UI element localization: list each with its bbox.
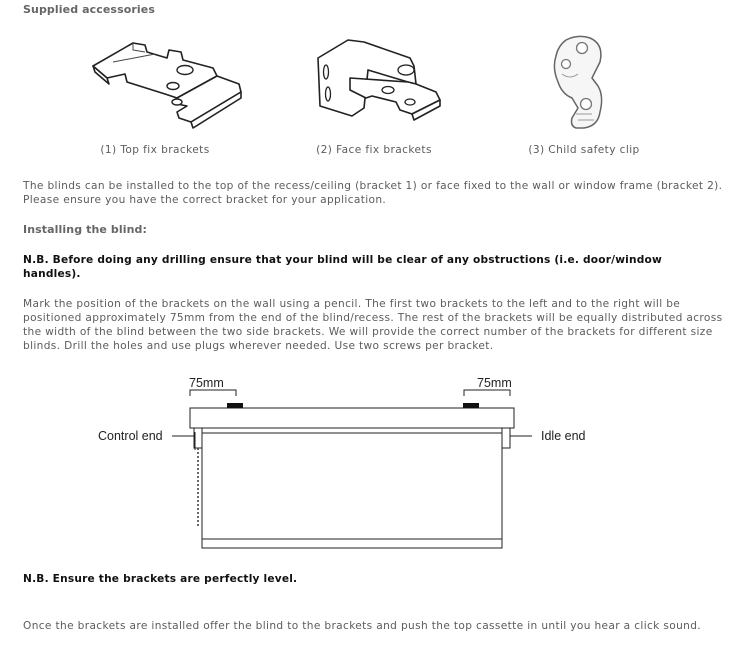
- installing-heading: Installing the blind:: [23, 223, 147, 236]
- level-warning-text: N.B. Ensure the brackets are perfectly level.: [23, 573, 298, 585]
- top-cassette: [190, 408, 514, 428]
- left-offset-label: 75mm: [189, 376, 224, 390]
- face-fix-caption: (2) Face fix brackets: [316, 144, 432, 156]
- top-fix-bracket-icon: [85, 38, 250, 133]
- right-offset-dimension-line: [464, 390, 510, 396]
- child-safety-clip-icon: [548, 34, 613, 134]
- bracket-description-text: The blinds can be installed to the top of the recess/ceiling (bracket 1) or face fixed to the wall or window frame (bracket 2). Please ensure you have the correct bracket for your application.: [23, 180, 723, 206]
- left-offset-dimension-line: [190, 390, 236, 396]
- bottom-rail: [202, 539, 502, 548]
- blind-fabric-panel: [202, 433, 502, 539]
- child-safety-clip-caption: (3) Child safety clip: [528, 144, 640, 156]
- final-instruction-text: Once the brackets are installed offer the blind to the brackets and push the top cassette in until you hear a click sound.: [23, 620, 702, 632]
- left-bracket-mark: [227, 403, 243, 408]
- control-end-label: Control end: [98, 429, 163, 443]
- installation-instructions-text: Mark the position of the brackets on the wall using a pencil. The first two brackets to the left and to the right will be positioned approximately 75mm from the end of the blind/recess. The rest of the brackets will be equally distributed across the width of the blind between the two side brackets. We will provide the correct number of the brackets for different size blinds. Drill the holes and use plugs wherever needed. Use two screws per bracket.: [23, 298, 723, 352]
- right-offset-label: 75mm: [477, 376, 512, 390]
- blind-installation-diagram: [90, 370, 630, 555]
- idle-end-label: Idle end: [541, 429, 586, 443]
- top-fix-caption: (1) Top fix brackets: [100, 144, 210, 156]
- drilling-warning-text: N.B. Before doing any drilling ensure that your blind will be clear of any obstructions (i.e. door/window handles).: [23, 254, 662, 280]
- face-fix-bracket-icon: [312, 36, 447, 121]
- right-bracket-mark: [463, 403, 479, 408]
- supplied-accessories-heading: Supplied accessories: [23, 3, 155, 16]
